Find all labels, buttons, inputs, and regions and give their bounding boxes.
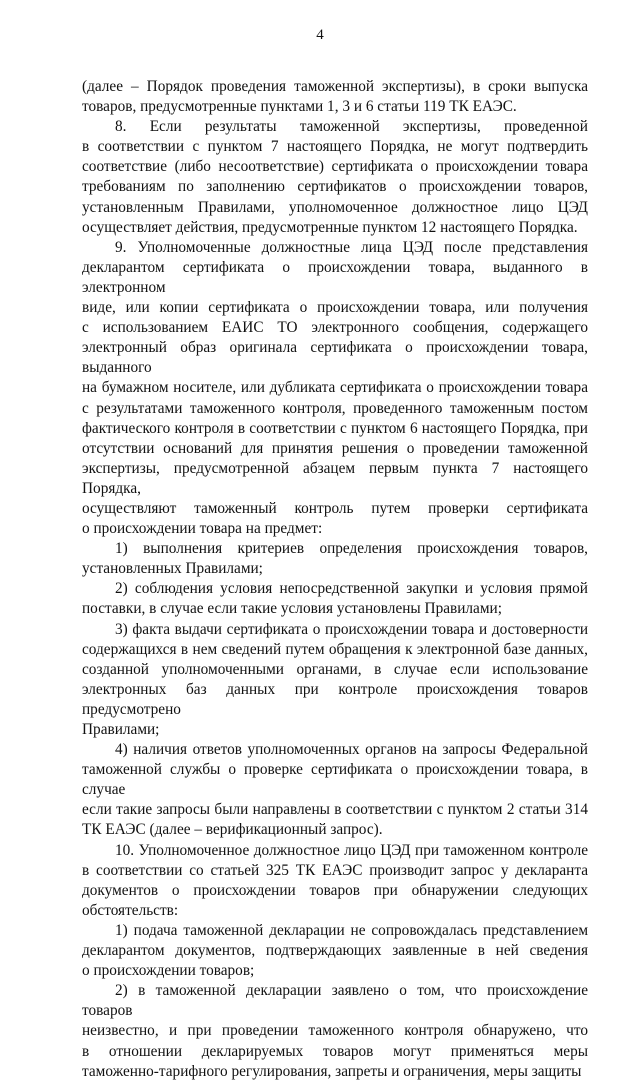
text-line: 3) факта выдачи сертификата о происхождении товара и достоверности	[115, 620, 588, 638]
paragraph-p9-4	[82, 740, 588, 840]
text-line: таможенно-тарифного регулирования, запреты и ограничения, меры защиты	[82, 1062, 582, 1080]
paragraph-p9-3	[82, 620, 588, 741]
paragraph-p10	[82, 841, 588, 921]
text-line: товаров, предусмотренные пунктами 1, 3 и 6 статьи 119 ТК ЕАЭС.	[82, 98, 517, 116]
text-line: Правилами;	[82, 721, 160, 738]
text-line: поставки, в случае если такие условия установлены Правилами;	[82, 600, 502, 618]
document-body	[82, 77, 588, 1082]
text-line: 1) подача таможенной декларации не сопровождалась представлением	[115, 921, 588, 939]
text-line: электронный образ оригинала сертификата о происхождении товара, выданного	[82, 339, 588, 377]
text-line: экспертизы, предусмотренной абзацем первым пункта 7 настоящего Порядка,	[82, 459, 588, 497]
text-line: декларантом сертификата о происхождении товара, выданного в электронном	[82, 258, 588, 296]
text-line: с использованием ЕАИС ТО электронного сообщения, содержащего	[82, 319, 588, 337]
text-line: декларантом документов, подтверждающих заявленные в ней сведения	[82, 942, 588, 960]
text-line: требованиям по заполнению сертификатов о происхождении товаров,	[82, 178, 588, 196]
text-line: 10. Уполномоченное должностное лицо ЦЭД при таможенном контроле	[115, 841, 588, 859]
text-line: отсутствии оснований для принятия решения о проведении таможенной	[82, 439, 588, 457]
text-line: в отношении декларируемых товаров могут применяться меры	[82, 1042, 588, 1060]
text-line: осуществляют таможенный контроль путем проверки сертификата	[82, 499, 588, 517]
text-line: соответствие (либо несоответствие) сертификата о происхождении товара	[82, 158, 588, 176]
text-line: осуществляет действия, предусмотренные пунктом 12 настоящего Порядка.	[82, 218, 578, 236]
text-line: 4) наличия ответов уполномоченных органов на запросы Федеральной	[115, 741, 588, 759]
text-line: на бумажном носителе, или дубликата сертификата о происхождении товара	[82, 379, 588, 397]
paragraph-p8	[82, 117, 588, 238]
text-line: 2) соблюдения условия непосредственной закупки и условия прямой	[115, 580, 588, 598]
text-line: если такие запросы были направлены в соответствии с пунктом 2 статьи 314	[82, 801, 588, 819]
text-line: 1) выполнения критериев определения происхождения товаров,	[115, 540, 588, 558]
paragraph-p10-1	[82, 921, 588, 981]
page-number: 4	[316, 27, 324, 43]
paragraph-p9-1	[82, 539, 588, 579]
text-line: в соответствии со статьей 325 ТК ЕАЭС производит запрос у декларанта	[82, 861, 588, 879]
text-line: электронных баз данных при контроле происхождения товаров предусмотрено	[82, 680, 588, 718]
text-line: 9. Уполномоченные должностные лица ЦЭД после представления	[115, 238, 588, 256]
text-line: (далее – Порядок проведения таможенной экспертизы), в сроки выпуска	[82, 78, 588, 95]
text-line: созданной уполномоченными органами, в случае если использование	[82, 660, 588, 678]
paragraph-p9-2	[82, 579, 588, 619]
paragraph-p-continuation	[82, 77, 588, 117]
text-line: о происхождении товара на предмет:	[82, 520, 323, 538]
text-line: установленным Правилами, уполномоченное должностное лицо ЦЭД	[82, 198, 588, 216]
text-line: с результатами таможенного контроля, проведенного таможенным постом	[82, 399, 588, 417]
text-line: о происхождении товаров;	[82, 962, 255, 980]
paragraph-p10-2	[82, 981, 588, 1081]
text-line: содержащихся в нем сведений путем обращения к электронной базе данных,	[82, 640, 588, 658]
text-line: 2) в таможенной декларации заявлено о том, что происхождение товаров	[82, 982, 588, 1020]
text-line: ТК ЕАЭС (далее – верификационный запрос).	[82, 821, 383, 839]
text-line: в соответствии с пунктом 7 настоящего Порядка, не могут подтвердить	[82, 138, 588, 156]
text-line: фактического контроля в соответствии с пунктом 6 настоящего Порядка, при	[82, 419, 588, 437]
text-line: таможенной службы о проверке сертификата о происхождении товара, в случае	[82, 761, 588, 799]
text-line: 8. Если результаты таможенной экспертизы, проведенной	[115, 118, 588, 136]
text-line: виде, или копии сертификата о происхождении товара, или получения	[82, 299, 588, 317]
text-line: обстоятельств:	[82, 901, 179, 919]
paragraph-p9	[82, 238, 588, 539]
text-line: установленных Правилами;	[82, 560, 263, 578]
text-line: неизвестно, и при проведении таможенного контроля обнаружено, что	[82, 1022, 588, 1040]
text-line: документов о происхождении товаров при обнаружении следующих	[82, 881, 588, 899]
